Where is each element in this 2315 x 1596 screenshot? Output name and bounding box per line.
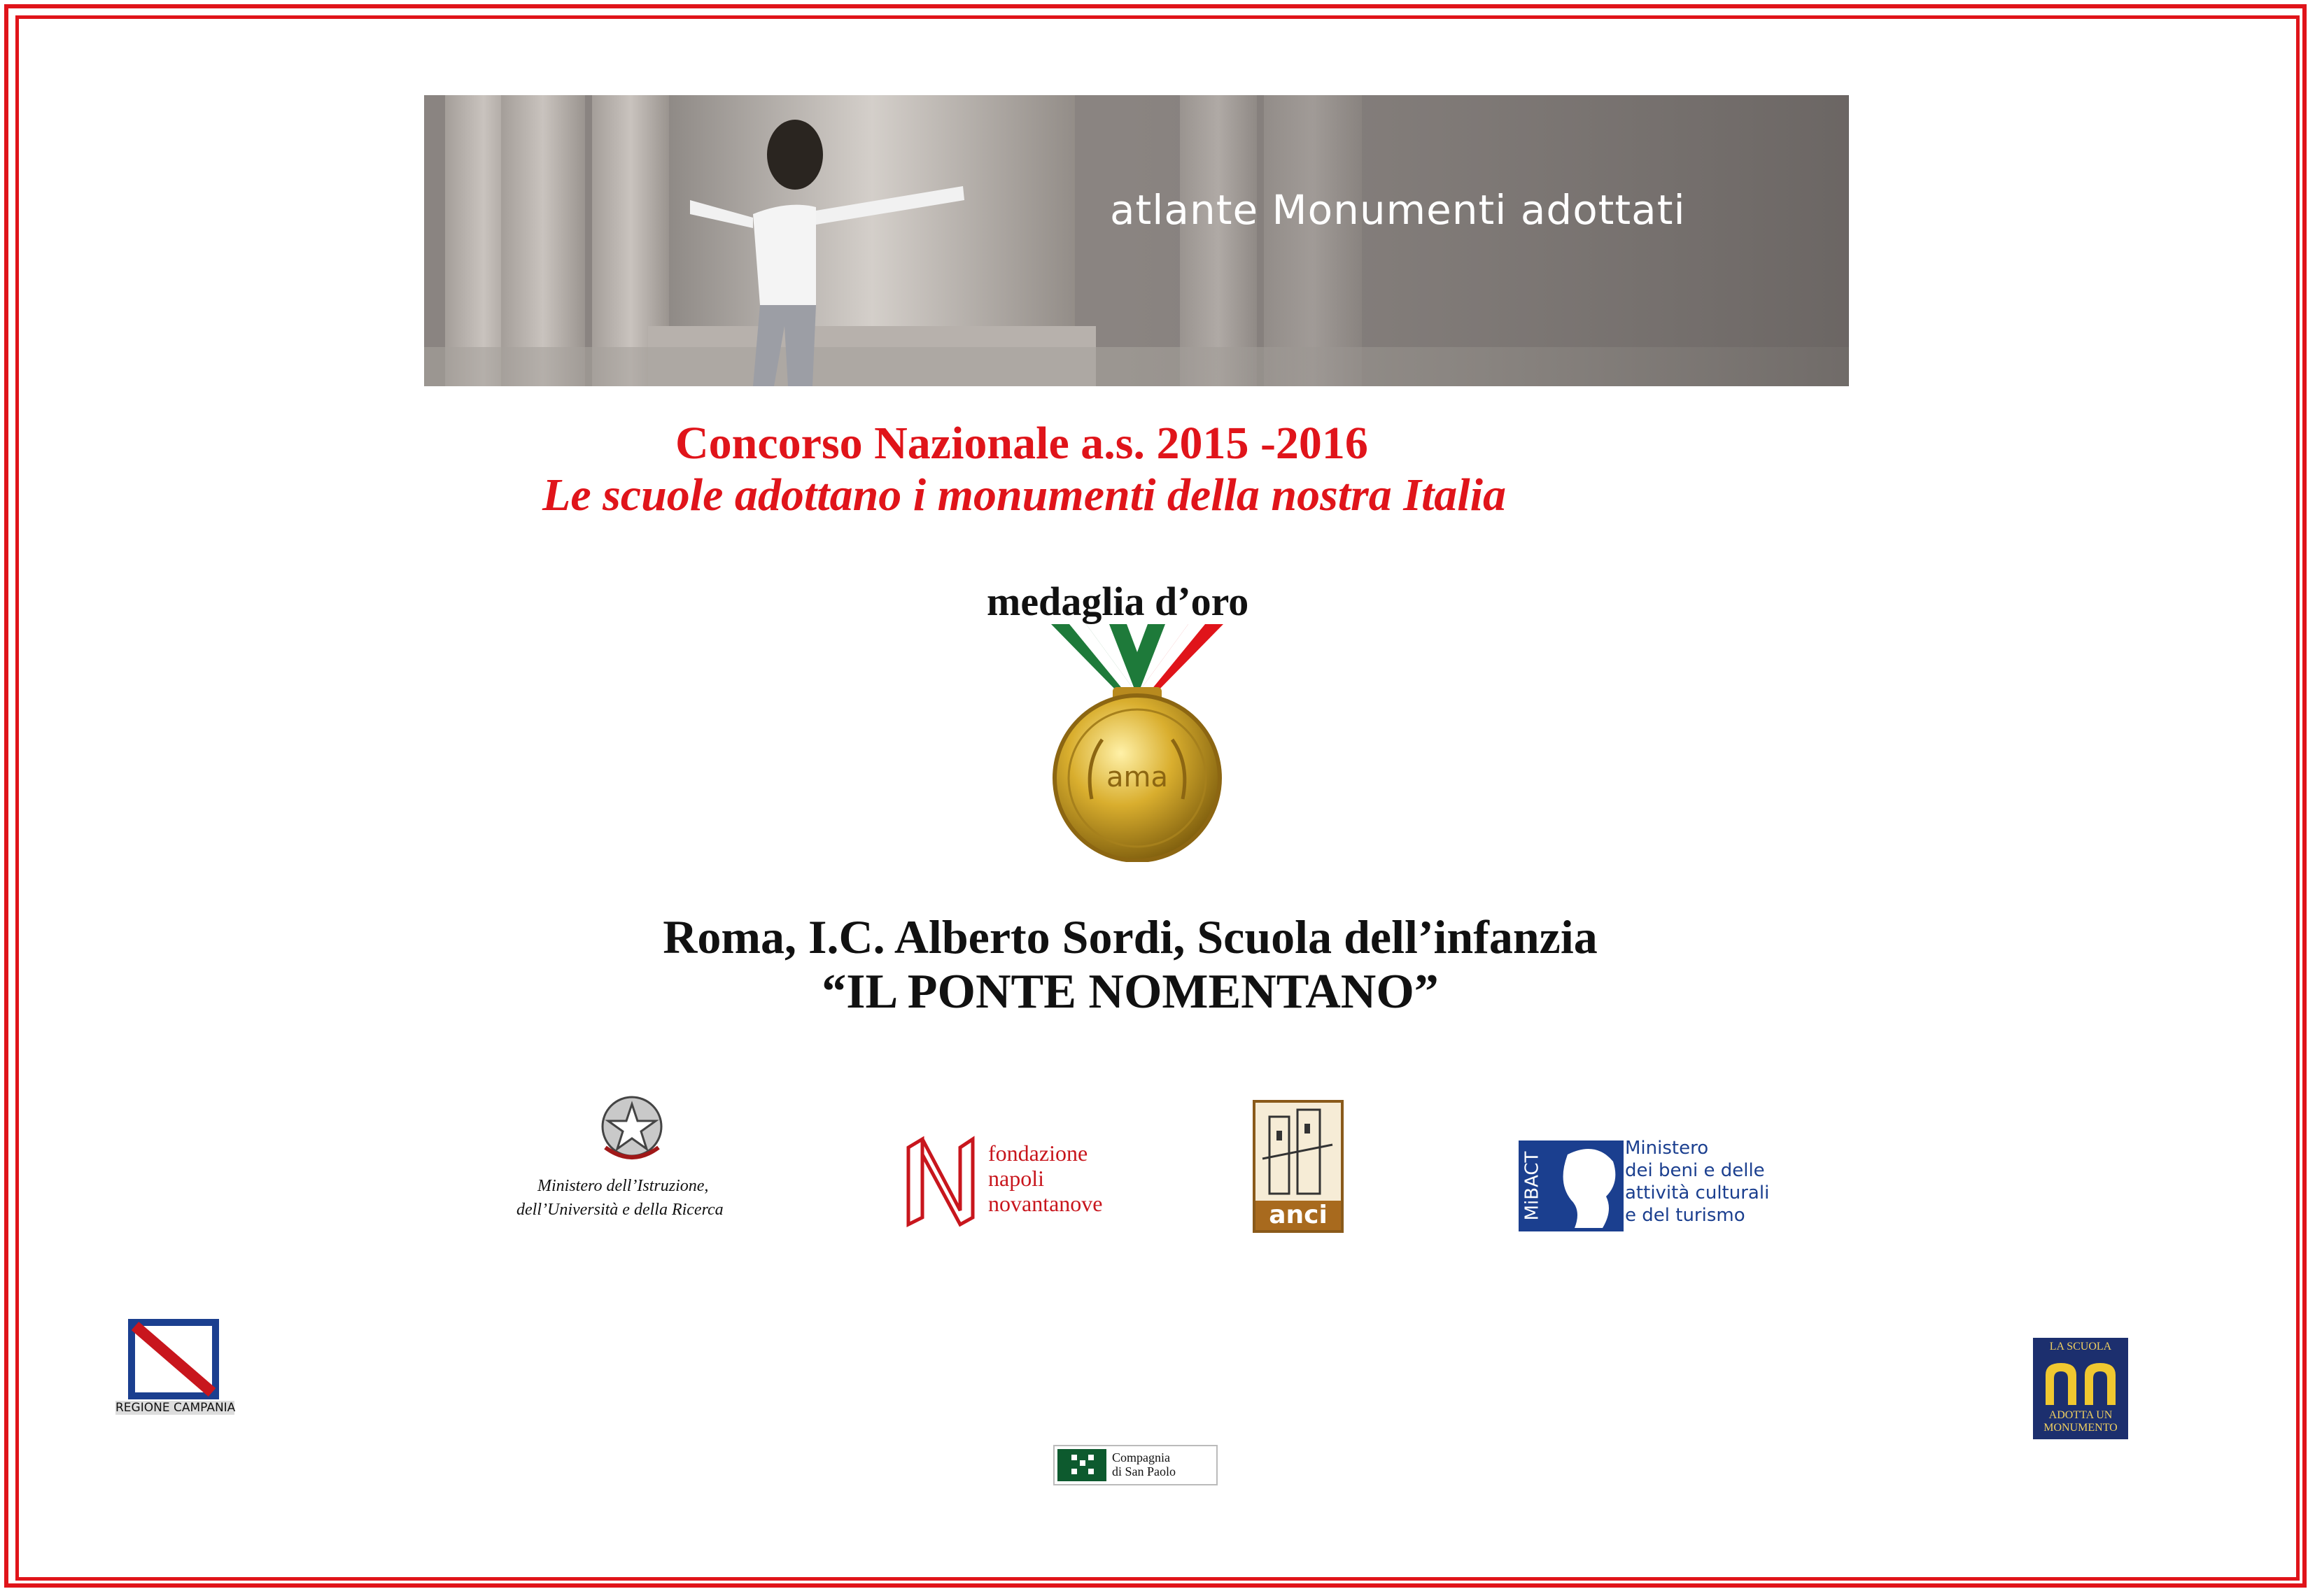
scuola-adotta-logo bbox=[2033, 1338, 2128, 1439]
regione-text: REGIONE CAMPANIA bbox=[115, 1401, 236, 1415]
recipient-school: Roma, I.C. Alberto Sordi, Scuola dell’infanzia bbox=[663, 910, 1598, 963]
mibact-side-text: MiBACT bbox=[1521, 1151, 1543, 1221]
fondazione-n-icon bbox=[903, 1127, 980, 1228]
anci-text: anci bbox=[1255, 1201, 1341, 1230]
mibact-line4: e del turismo bbox=[1625, 1205, 1745, 1226]
miur-logo bbox=[516, 1092, 747, 1231]
mibact-head-icon bbox=[1519, 1140, 1624, 1231]
recipient-monument: “IL PONTE NOMENTANO” bbox=[822, 965, 1439, 1019]
miur-line1: Ministero dell’Istruzione, bbox=[537, 1177, 709, 1195]
scuola-line2: ADOTTA UN bbox=[2048, 1409, 2113, 1421]
banner-brand-text: atlante Monumenti adottati bbox=[1110, 186, 1686, 234]
san-paolo-line2: di San Paolo bbox=[1112, 1464, 1176, 1478]
san-paolo-line1: Compagnia bbox=[1112, 1450, 1170, 1464]
mibact-line1: Ministero bbox=[1625, 1138, 1709, 1159]
regione-shield-icon bbox=[128, 1319, 219, 1399]
contest-subtitle: Le scuole adottano i monumenti della nostra Italia bbox=[542, 469, 1506, 521]
award-label: medaglia d’oro bbox=[987, 579, 1249, 624]
scuola-line1: LA SCUOLA bbox=[2049, 1341, 2112, 1353]
scuola-line3: MONUMENTO bbox=[2043, 1422, 2118, 1434]
banner-photo-colonnade bbox=[424, 95, 1849, 386]
miur-line2: dell’Università e della Ricerca bbox=[516, 1201, 724, 1219]
anci-towers-icon bbox=[1255, 1103, 1341, 1201]
mibact-logo bbox=[1519, 1137, 1771, 1235]
arches-icon bbox=[2033, 1357, 2128, 1406]
contest-title: Concorso Nazionale a.s. 2015 -2016 bbox=[675, 418, 1368, 469]
regione-campania-logo bbox=[115, 1308, 234, 1424]
gold-medal-icon bbox=[1043, 624, 1232, 862]
fondazione-line3: novantanove bbox=[988, 1191, 1103, 1216]
header-banner-image bbox=[424, 95, 1849, 386]
mibact-line2: dei beni e delle bbox=[1625, 1160, 1765, 1181]
mibact-line3: attività culturali bbox=[1625, 1182, 1770, 1203]
fondazione-line2: napoli bbox=[988, 1166, 1044, 1191]
medal-emblem-text: ama bbox=[1106, 761, 1168, 793]
anci-logo bbox=[1253, 1100, 1344, 1233]
san-paolo-logo bbox=[1053, 1445, 1218, 1485]
fondazione-line1: fondazione bbox=[988, 1140, 1088, 1166]
fondazione-napoli-logo bbox=[903, 1127, 1127, 1231]
san-paolo-mark-icon bbox=[1057, 1449, 1106, 1481]
italian-emblem-icon bbox=[597, 1092, 667, 1168]
